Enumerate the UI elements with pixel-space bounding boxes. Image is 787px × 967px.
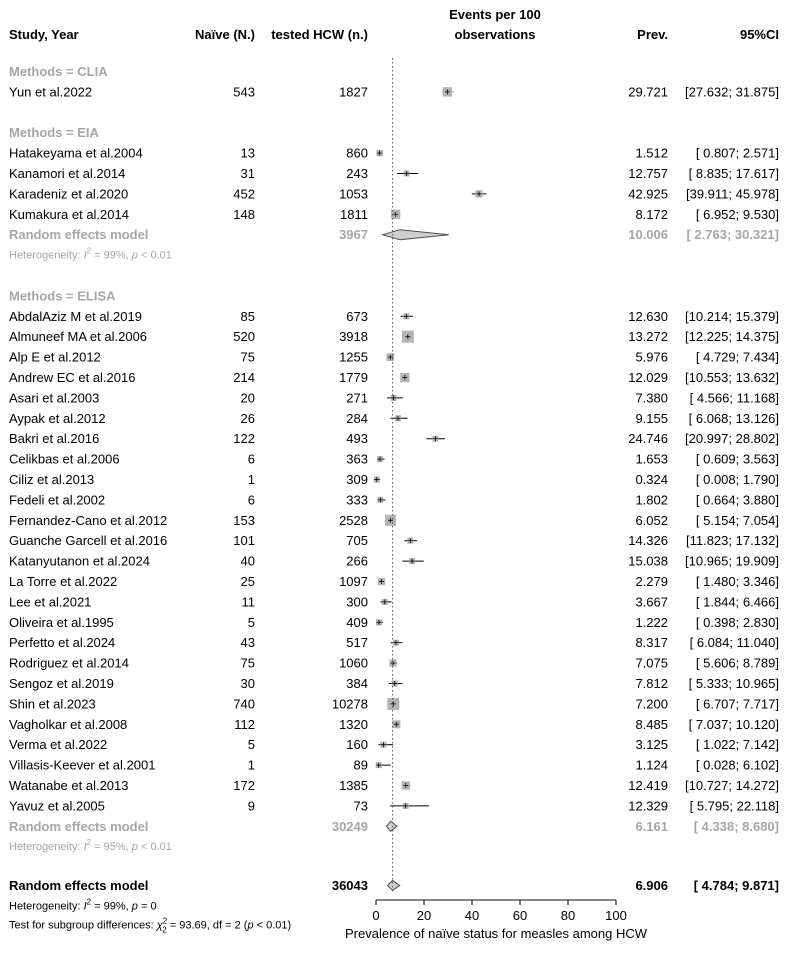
- naive-count: 6: [247, 492, 255, 508]
- prevalence-value: 24.746: [628, 431, 668, 447]
- ci-value: [ 6.952; 9.530]: [695, 206, 779, 222]
- prevalence-value: 12.419: [628, 778, 668, 793]
- prevalence-value: 1.653: [635, 451, 668, 467]
- ci-value: [ 0.398; 2.830]: [695, 614, 779, 630]
- ci-value: [20.997; 28.802]: [685, 431, 779, 447]
- naive-count: 40: [240, 553, 255, 569]
- tested-count: 673: [346, 308, 368, 324]
- subgroup-pooled-ci: [ 4.338; 8.680]: [693, 818, 779, 834]
- study-name: Aypak et al.2012: [9, 410, 106, 426]
- tested-count: 384: [346, 676, 368, 691]
- prevalence-value: 0.324: [635, 472, 668, 487]
- ci-value: [ 8.835; 17.617]: [688, 166, 779, 181]
- header-study: Study, Year: [9, 27, 79, 42]
- study-name: Yavuz et al.2005: [9, 798, 105, 814]
- tested-count: 493: [346, 431, 368, 447]
- tested-count: 1320: [339, 716, 368, 732]
- prevalence-value: 8.317: [635, 635, 668, 651]
- plot-rows: [9, 58, 779, 935]
- prevalence-value: 3.667: [635, 594, 668, 610]
- tested-count: 266: [346, 553, 368, 569]
- ci-value: [10.965; 19.909]: [685, 553, 779, 569]
- study-name: La Torre et al.2022: [9, 574, 118, 589]
- study-name: Guanche Garcell et al.2016: [9, 533, 168, 549]
- tested-count: 1385: [339, 778, 368, 793]
- study-name: Alp E et al.2012: [9, 349, 101, 365]
- naive-count: 11: [241, 594, 255, 610]
- study-name: Asari et al.2003: [9, 390, 100, 406]
- prevalence-value: 1.802: [635, 492, 668, 508]
- heterogeneity-text: Heterogeneity: $I^2 = 99\%$, p < 0.01: [9, 246, 172, 262]
- naive-count: 148: [233, 206, 255, 222]
- x-axis: [345, 900, 648, 941]
- tested-count: 284: [346, 410, 368, 426]
- study-name: Shin et al.2023: [9, 696, 96, 712]
- ci-value: [ 5.795; 22.118]: [689, 798, 779, 814]
- prevalence-value: 8.172: [635, 206, 668, 222]
- tested-count: 363: [346, 451, 368, 467]
- header-prev: Prev.: [637, 27, 668, 42]
- tested-count: 271: [346, 390, 368, 406]
- naive-count: 172: [233, 778, 255, 793]
- study-name: Yun et al.2022: [9, 84, 93, 100]
- prevalence-value: 12.029: [628, 370, 668, 385]
- tested-count: 517: [346, 635, 368, 651]
- tested-count: 300: [346, 594, 368, 610]
- study-name: Karadeniz et al.2020: [9, 186, 129, 202]
- naive-count: 1: [247, 757, 255, 773]
- overall-random-effects-label: Random effects model: [9, 877, 149, 893]
- prevalence-value: 12.329: [628, 798, 668, 814]
- subgroup-label: Methods = EIA: [9, 125, 99, 141]
- tested-count: 1779: [339, 370, 368, 385]
- x-tick-label: 0: [372, 907, 380, 923]
- overall-pooled-ci: [ 4.784; 9.871]: [693, 877, 779, 893]
- tested-count: 1060: [339, 655, 368, 671]
- header-naive: Naïve (N.): [195, 27, 255, 42]
- tested-count: 89: [353, 757, 368, 773]
- x-tick-label: 40: [464, 907, 480, 923]
- prevalence-value: 8.485: [635, 716, 668, 732]
- subgroup-total-tested: 3967: [339, 227, 368, 243]
- x-tick-label: 20: [416, 907, 432, 923]
- naive-count: 112: [234, 716, 255, 732]
- ci-value: [10.214; 15.379]: [685, 308, 779, 324]
- prevalence-value: 3.125: [635, 737, 668, 753]
- study-name: Lee et al.2021: [9, 594, 92, 610]
- prevalence-value: 6.052: [635, 512, 668, 528]
- ci-value: [ 0.609; 3.563]: [695, 451, 779, 467]
- ci-value: [ 1.844; 6.466]: [695, 594, 779, 610]
- naive-count: 6: [247, 451, 255, 467]
- prevalence-value: 12.630: [628, 308, 668, 324]
- heterogeneity-text: Heterogeneity: $I^2 = 99\%$, p = 0: [9, 897, 157, 913]
- naive-count: 30: [240, 676, 255, 691]
- study-name: Verma et al.2022: [9, 737, 108, 753]
- x-axis-label: Prevalence of naïve status for measles among HCW: [344, 925, 648, 941]
- study-name: Fedeli et al.2002: [9, 492, 106, 508]
- study-name: Andrew EC et al.2016: [9, 370, 136, 385]
- subgroup-pooled-diamond: [386, 821, 396, 831]
- study-name: Rodriguez et al.2014: [9, 655, 129, 671]
- subgroup-pooled-prevalence: 6.161: [635, 818, 668, 834]
- naive-count: 13: [240, 145, 255, 161]
- tested-count: 2528: [339, 512, 368, 528]
- naive-count: 1: [247, 472, 255, 487]
- ci-value: [ 6.707; 7.717]: [695, 696, 779, 712]
- prevalence-value: 1.512: [635, 145, 668, 161]
- ci-value: [27.632; 31.875]: [685, 84, 779, 100]
- naive-count: 101: [233, 533, 255, 549]
- subgroup-total-tested: 30249: [331, 818, 368, 834]
- tested-count: 1255: [339, 349, 368, 365]
- study-name: Vagholkar et al.2008: [9, 716, 128, 732]
- overall-pooled-prevalence: 6.906: [635, 877, 668, 893]
- overall-total-tested: 36043: [331, 877, 368, 893]
- tested-count: 160: [346, 737, 368, 753]
- naive-count: 452: [233, 186, 255, 202]
- study-name: Katanyutanon et al.2024: [9, 553, 150, 569]
- study-name: Hatakeyama et al.2004: [9, 145, 143, 161]
- prevalence-value: 7.075: [635, 655, 668, 671]
- ci-value: [12.225; 14.375]: [685, 329, 779, 345]
- naive-count: 75: [240, 349, 255, 365]
- ci-value: [ 5.333; 10.965]: [688, 676, 779, 691]
- study-name: Celikbas et al.2006: [9, 451, 120, 467]
- naive-count: 5: [247, 614, 255, 630]
- tested-count: 1811: [340, 206, 368, 222]
- prevalence-value: 7.200: [635, 696, 668, 712]
- ci-value: [11.823; 17.132]: [685, 533, 779, 549]
- study-name: Fernandez-Cano et al.2012: [9, 512, 168, 528]
- x-tick-label: 100: [605, 907, 627, 923]
- study-name: Kumakura et al.2014: [9, 206, 129, 222]
- naive-count: 153: [233, 512, 255, 528]
- prevalence-value: 2.279: [635, 574, 668, 589]
- header-events-line1: Events per 100: [449, 7, 541, 22]
- ci-value: [ 0.028; 6.102]: [695, 757, 779, 773]
- tested-count: 73: [353, 798, 368, 814]
- study-name: Oliveira et al.1995: [9, 614, 114, 630]
- header-ci: 95%CI: [739, 27, 779, 42]
- prevalence-value: 42.925: [628, 186, 668, 202]
- prevalence-value: 13.272: [628, 329, 668, 345]
- prevalence-value: 5.976: [635, 349, 668, 365]
- study-name: Villasis-Keever et al.2001: [9, 757, 156, 773]
- ci-value: [ 0.807; 2.571]: [695, 145, 779, 161]
- ci-value: [ 6.084; 11.040]: [689, 635, 779, 651]
- subgroup-random-effects-label: Random effects model: [9, 818, 149, 834]
- column-headers: [9, 7, 779, 42]
- naive-count: 740: [233, 696, 255, 712]
- naive-count: 31: [240, 166, 255, 181]
- study-name: AbdalAziz M et al.2019: [9, 308, 142, 324]
- naive-count: 43: [240, 635, 255, 651]
- tested-count: 10278: [331, 696, 368, 712]
- ci-value: [ 7.037; 10.120]: [688, 716, 779, 732]
- naive-count: 520: [233, 329, 255, 345]
- study-name: Kanamori et al.2014: [9, 166, 126, 181]
- overall-pooled-diamond: [387, 880, 399, 890]
- ci-value: [ 4.729; 7.434]: [695, 349, 779, 365]
- prevalence-value: 1.222: [635, 614, 668, 630]
- tested-count: 409: [346, 614, 368, 630]
- naive-count: 9: [247, 798, 255, 814]
- x-tick-label: 80: [560, 907, 576, 923]
- ci-value: [ 0.008; 1.790]: [695, 472, 779, 487]
- tested-count: 309: [346, 472, 368, 487]
- subgroup-pooled-ci: [ 2.763; 30.321]: [686, 227, 779, 243]
- naive-count: 543: [233, 84, 255, 100]
- naive-count: 122: [233, 431, 255, 447]
- naive-count: 26: [240, 410, 255, 426]
- study-name: Bakri et al.2016: [9, 431, 100, 447]
- ci-value: [ 1.480; 3.346]: [695, 574, 779, 589]
- prevalence-value: 7.812: [635, 676, 668, 691]
- ci-value: [ 1.022; 7.142]: [695, 737, 779, 753]
- heterogeneity-text: Heterogeneity: $I^2 = 95\%$, p < 0.01: [9, 838, 172, 854]
- naive-count: 75: [240, 655, 255, 671]
- prevalence-value: 9.155: [635, 410, 668, 426]
- prevalence-value: 7.380: [635, 390, 668, 406]
- ci-value: [ 4.566; 11.168]: [689, 390, 779, 406]
- tested-count: 333: [346, 492, 368, 508]
- ci-value: [ 5.606; 8.789]: [695, 655, 779, 671]
- tested-count: 3918: [339, 329, 368, 345]
- ci-value: [ 6.068; 13.126]: [688, 410, 779, 426]
- tested-count: 705: [346, 533, 368, 549]
- tested-count: 243: [346, 166, 368, 181]
- naive-count: 20: [240, 390, 255, 406]
- header-events-line2: observations: [454, 27, 536, 42]
- subgroup-test-text: Test for subgroup differences: $\chi^2$ 2 = 93.69, df = 2 (p < 0.01): [9, 916, 292, 935]
- study-name: Almuneef MA et al.2006: [9, 329, 148, 345]
- x-tick-label: 60: [512, 907, 528, 923]
- naive-count: 5: [247, 737, 255, 753]
- ci-value: [39.911; 45.978]: [685, 186, 779, 202]
- ci-value: [10.553; 13.632]: [685, 370, 779, 385]
- study-name: Sengoz et al.2019: [9, 676, 114, 691]
- naive-count: 214: [233, 370, 255, 385]
- naive-count: 25: [240, 574, 255, 589]
- ci-value: [ 0.664; 3.880]: [695, 492, 779, 508]
- prevalence-value: 29.721: [628, 84, 668, 100]
- study-name: Perfetto et al.2024: [9, 635, 116, 651]
- study-name: Watanabe et al.2013: [9, 778, 129, 793]
- tested-count: 1827: [339, 84, 368, 100]
- prevalence-value: 1.124: [635, 757, 668, 773]
- ci-value: [10.727; 14.272]: [685, 778, 779, 793]
- study-name: Ciliz et al.2013: [9, 472, 95, 487]
- ci-value: [ 5.154; 7.054]: [695, 512, 779, 528]
- subgroup-random-effects-label: Random effects model: [9, 227, 149, 243]
- tested-count: 1053: [339, 186, 368, 202]
- subgroup-label: Methods = ELISA: [9, 288, 116, 304]
- subgroup-pooled-prevalence: 10.006: [628, 227, 668, 243]
- tested-count: 1097: [339, 574, 368, 589]
- prevalence-value: 15.038: [628, 553, 668, 569]
- header-tested: tested HCW (n.): [271, 27, 368, 42]
- prevalence-value: 12.757: [628, 166, 668, 181]
- tested-count: 860: [346, 145, 368, 161]
- subgroup-label: Methods = CLIA: [9, 64, 108, 79]
- naive-count: 85: [240, 308, 255, 324]
- prevalence-value: 14.326: [628, 533, 668, 549]
